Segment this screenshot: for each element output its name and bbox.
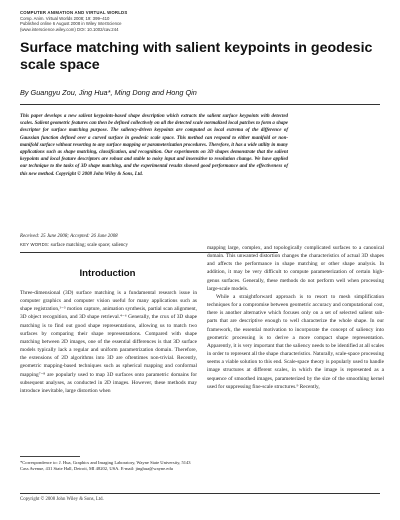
intro-paragraph-2: While a straightforward approach is to resort to mesh simplification techniques for a compromise between geometric accuracy and computational cost, there is another alternative which focuses only on a set of selected salient sub-parts that are descriptive enough to well characterize the whole shape. In our framework, the essential motivation to incorporate the concept of saliency into geometric processing is to derive a more compact shape representation. Apparently, it is very important that the saliency needs to be identified at all scales in order to represent all the shape characteristics. Naturally, scale-space processing seems a viable solution to this end. Scale-space theory is popularly used to handle image structures at different scales, in which the image is represented as a sequence of smoothed images, parameterized by the size of the smoothing kernel used for suppressing fine-scale structures.⁹ Recently, — [207, 293, 384, 390]
intro-paragraph-1: Three-dimensional (3D) surface matching is a fundamental research issue in computer graphics and computer vision useful for many applications such as shape registration,¹⁻³ motion capture, animation synthesis, partial scan alignment, 3D object recognition, and 3D shape retrieval.⁴⁻⁶ Generally, the crux of 3D shape matching is to find out good shape representations, allowing us to match two surfaces by comparing their shape representations. Compared with shape matching between 2D images, one of the essential differences is that 3D surface models typically lack a regular and uniform parametrization domain. Therefore, the extensions of 2D algorithms into 3D are oftentimes non-trivial. Recently, geometric mapping-based techniques such as spherical mapping and conformal mapping⁷⁻⁸ are popularly used to map 3D surfaces onto parametric domains for subsequent analyses, as conducted in 2D images. However, these methods may introduce inevitable, large distortion when — [20, 290, 197, 394]
footer-rule — [20, 493, 380, 494]
journal-published: Published online 6 August 2008 in Wiley InterScience — [20, 21, 122, 27]
keywords-text: surface matching; scale space; saliency — [50, 243, 128, 248]
intro-paragraph-continued: mapping large, complex, and topologically complicated surfaces to a canonical domain. This unwanted distortion changes the characteristics of actual 3D shapes and affects the performance in shape matching or other shape analysis. In addition, it may be very difficult to compute parameterization of certain high-genus surfaces. Generally, these methods do not perform well when processing large-scale models. — [207, 245, 384, 292]
footnote-rule — [20, 456, 80, 457]
header-rule — [20, 104, 380, 105]
copyright-footer: Copyright © 2008 John Wiley & Sons, Ltd. — [20, 497, 104, 502]
received-dates: Received: 25 June 2008; Accepted: 26 June 2008 — [20, 234, 118, 239]
journal-citation: Comp. Anim. Virtual Worlds 2008; 19: 399–410 — [20, 15, 110, 21]
author-list: By Guangyu Zou, Jing Hua*, Ming Dong and Hong Qin — [20, 88, 197, 97]
paper-title: Surface matching with salient keypoints in geodesic scale space — [20, 40, 373, 73]
correspondence-footnote: *Correspondence to: J. Hua, Graphics and Imaging Laboratory, Wayne State University, 5143 Cass Avenue, 431 State Hall, Detroit, MI 48202, USA. E-mail: jinghua@wayne.edu — [20, 460, 191, 471]
journal-doi: (www.interscience.wiley.com) DOI: 10.1002/cav.244 — [20, 26, 119, 32]
left-column — [20, 289, 197, 395]
keywords-label: KEY WORDS: — [20, 242, 50, 247]
right-column — [207, 244, 384, 391]
section-heading-introduction: Introduction — [79, 268, 136, 279]
abstract: This paper develops a new salient keypoints-based shape description which extracts the salient surface keypoints with detected scales. Salient geometric features can then be defined collectively on all the detected scale normalized local patches to form a shape descriptor for surface matching purpose. The saliency-driven keypoints are computed as local extrema of the difference of Gaussian function defined over a curved surface in geodesic scale space. This method can respond to either manifold or non-manifold surface without resorting to any surface mapping or parameterization procedures. Therefore, it has a wide utility in many applications such as shape matching, classification, and recognition. Our experiments on 3D shapes demonstrate that the salient keypoints and local feature descriptors are robust and stable to noisy input and insensitive to resolution change. We have applied our technique to the tasks of 3D shape matching, and the experimental results showed good performance and the effectiveness of this new method. Copyright © 2008 John Wiley & Sons, Ltd. — [20, 114, 288, 177]
journal-header — [20, 10, 270, 32]
journal-name: COMPUTER ANIMATION AND VIRTUAL WORLDS — [20, 10, 128, 15]
